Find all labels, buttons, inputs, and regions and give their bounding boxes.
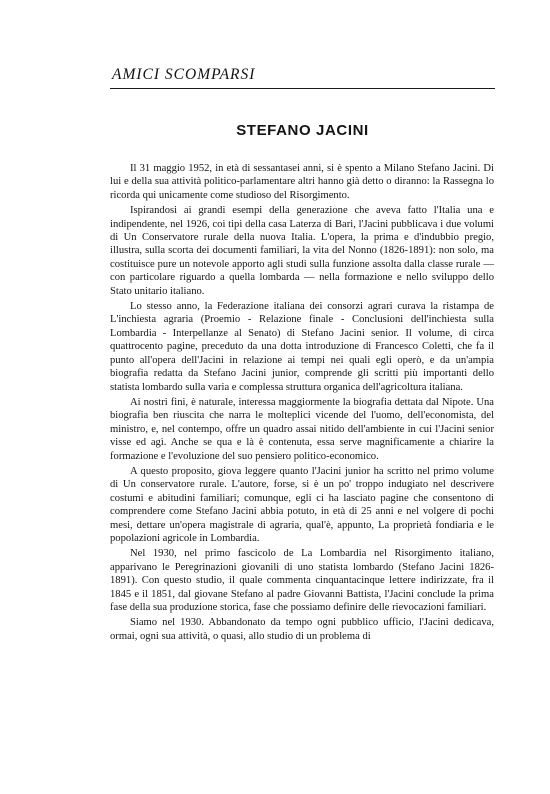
paragraph: Ai nostri fini, è naturale, interessa maggiormente la biografia dettata dal Nipote. Una biografia ben riuscita che narra le molteplici vicende del l'uomo, dell'economista, del ministro, e, nel contempo, offre un quadro assai nitido dell'ambiente in cui l'Jacini senior visse ed agì. Anche se qua e là è contenuta, essa serve magnificamente a chiarire la formazione e l'evoluzione del suo pensiero politico-economico.	[110, 396, 494, 462]
paragraph: Ispirandosi ai grandi esempi della generazione che aveva fatto l'Italia una e indipendente, nel 1926, coi tipi della casa Laterza di Bari, l'Jacini pubblicava i due volumi di Un Conservatore rurale della nuova Italia. L'opera, la prima e d'indubbio pregio, illustra, sulla scorta dei documenti familiari, la vita del Nonno (1826-1891): non solo, ma costituisce pure un notevole apporto agli studi sulla funzione assolta dalla classe rurale — con particolare riguardo a quella lombarda — nella formazione e nello sviluppo dello Stato unitario italiano.	[110, 205, 494, 297]
paragraph: A questo proposito, giova leggere quanto l'Jacini junior ha scritto nel primo volume di Un conservatore rurale. L'autore, forse, si è un po' troppo indugiato nel descrivere costumi e abitudini familiari; comunque, egli ci ha lasciato pagine che consentono di comprendere come Stefano Jacini abbia potuto, in età di 25 anni e nel volgere di pochi mesi, dettare un'opera magistrale di agraria, qual'è, appunto, La proprietà fondiaria e le popolazioni agricole in Lombardia.	[110, 465, 494, 544]
section-heading: AMICI SCOMPARSI	[112, 66, 256, 83]
article-title: STEFANO JACINI	[236, 122, 369, 139]
paragraph: Siamo nel 1930. Abbandonato da tempo ogni pubblico ufficio, l'Jacini dedicava, ormai, ogni sua attività, o quasi, allo studio di un problema di	[110, 617, 494, 642]
article-body	[110, 162, 494, 643]
paragraph: Il 31 maggio 1952, in età di sessantasei anni, si è spento a Milano Stefano Jacini. Di lui e della sua attività politico-parlamentare altri hanno già detto o diranno: la Rassegna lo ricorda qui unicamente come studioso del Risorgimento.	[110, 163, 494, 201]
paragraph: Nel 1930, nel primo fascicolo de La Lombardia nel Risorgimento italiano, apparivano le Peregrinazioni giovanili di uno statista lombardo (Stefano Jacini 1826-1891). Con questo studio, il quale commenta cinquantacinque lettere indirizzate, fra il 1845 e il 1851, dal giovane Stefano al padre Giovanni Battista, l'Jacini conclude la prima fase della sua produzione storica, fase che possiamo definire delle rievocazioni familiari.	[110, 548, 494, 613]
paragraph: Lo stesso anno, la Federazione italiana dei consorzi agrari curava la ristampa de L'inchiesta agraria (Proemio - Relazione finale - Conclusioni dell'inchiesta sulla Lombardia - Interpellanze al Senato) di Stefano Jacini senior. Il volume, di circa quattrocento pagine, preceduto da una dotta introduzione di Francesco Coletti, che fa il punto all'opera dell'Jacini in relazione ai tempi nei quali egli operò, e da un'ampia biografia redatta da Stefano Jacini junior, comprende gli scritti più importanti dello statista lombardo sulla varia e complessa struttura organica dell'agricoltura italiana.	[110, 301, 494, 393]
heading-rule	[110, 88, 495, 89]
